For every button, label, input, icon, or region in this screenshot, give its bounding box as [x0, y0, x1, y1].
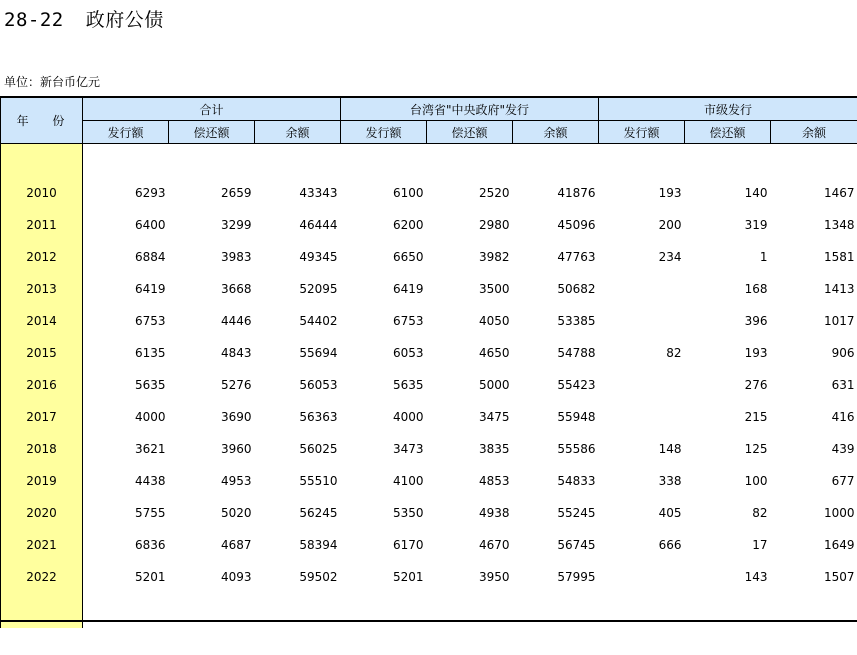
value-cell: 1581: [824, 250, 855, 264]
table-row: [1, 369, 857, 401]
bottom-rule: [0, 620, 857, 622]
year-cell: 2017: [1, 401, 83, 433]
value-cell: 3473: [392, 442, 424, 456]
value-cell: 6400: [134, 218, 166, 232]
value-cell: 234: [658, 250, 682, 264]
value-cell: 5635: [392, 378, 424, 392]
value-cell: 2659: [220, 186, 252, 200]
value-cell: 52095: [299, 282, 338, 296]
value-cell: 4050: [478, 314, 510, 328]
value-cell: 5635: [134, 378, 166, 392]
year-cell: 2011: [1, 209, 83, 241]
value-cell: 3950: [478, 570, 510, 584]
value-cell: 55948: [557, 410, 596, 424]
sub-header-issued: 发行额: [599, 121, 685, 144]
value-cell: 1000: [824, 506, 855, 520]
value-cell: 47763: [557, 250, 596, 264]
value-cell: 56363: [299, 410, 338, 424]
value-cell: 82: [666, 346, 682, 360]
value-cell: 46444: [299, 218, 338, 232]
value-cell: 3982: [478, 250, 510, 264]
value-cell: 41876: [557, 186, 596, 200]
year-cell: 2014: [1, 305, 83, 337]
value-cell: 6753: [134, 314, 166, 328]
year-cell-empty: [1, 144, 83, 178]
spacer-row: [1, 144, 857, 178]
value-cell: 4853: [478, 474, 510, 488]
value-cell: 5201: [134, 570, 166, 584]
year-cell: 2010: [1, 177, 83, 209]
table-row: [1, 465, 857, 497]
value-cell: 143: [744, 570, 768, 584]
value-cell: 5201: [392, 570, 424, 584]
value-cell: [599, 305, 685, 337]
value-cell: 55586: [557, 442, 596, 456]
table-row: [1, 337, 857, 369]
value-cell: 3621: [134, 442, 166, 456]
value-cell: [599, 273, 685, 305]
filler-row: [1, 593, 857, 628]
year-header: 年 份: [1, 97, 83, 144]
year-cell: 2018: [1, 433, 83, 465]
value-cell: 4000: [392, 410, 424, 424]
value-cell: 4000: [134, 410, 166, 424]
value-cell: 6053: [392, 346, 424, 360]
value-cell: 3960: [220, 442, 252, 456]
sub-header-issued: 发行额: [341, 121, 427, 144]
value-cell: 319: [744, 218, 768, 232]
value-cell: 6100: [392, 186, 424, 200]
table-row: [1, 401, 857, 433]
value-cell: 59502: [299, 570, 338, 584]
table-row: [1, 529, 857, 561]
value-cell: [599, 401, 685, 433]
value-cell: 5000: [478, 378, 510, 392]
value-cell: 1348: [824, 218, 855, 232]
year-cell: 2019: [1, 465, 83, 497]
year-cell: 2012: [1, 241, 83, 273]
value-cell: 3500: [478, 282, 510, 296]
sub-header-repaid: 偿还额: [685, 121, 771, 144]
sub-header-repaid: 偿还额: [427, 121, 513, 144]
value-cell: 56745: [557, 538, 596, 552]
value-cell: 6753: [392, 314, 424, 328]
sub-header-balance: 余额: [771, 121, 857, 144]
table-row: [1, 561, 857, 593]
value-cell: 54402: [299, 314, 338, 328]
sub-header-issued: 发行额: [83, 121, 169, 144]
value-cell: 906: [831, 346, 855, 360]
value-cell: 666: [658, 538, 682, 552]
value-cell: [599, 561, 685, 593]
value-cell: 50682: [557, 282, 596, 296]
year-cell: 2021: [1, 529, 83, 561]
value-cell: 405: [658, 506, 682, 520]
table-row: [1, 209, 857, 241]
value-cell: 5276: [220, 378, 252, 392]
value-cell: 6884: [134, 250, 166, 264]
year-cell: 2022: [1, 561, 83, 593]
value-cell: 4843: [220, 346, 252, 360]
table-row: [1, 241, 857, 273]
value-cell: 125: [744, 442, 768, 456]
table-title: 政府公债: [85, 9, 164, 31]
value-cell: 2520: [478, 186, 510, 200]
value-cell: 55694: [299, 346, 338, 360]
value-cell: 3835: [478, 442, 510, 456]
table-row: [1, 177, 857, 209]
value-cell: 57995: [557, 570, 596, 584]
value-cell: 148: [658, 442, 682, 456]
value-cell: 1: [759, 250, 768, 264]
value-cell: 2980: [478, 218, 510, 232]
value-cell: 4687: [220, 538, 252, 552]
value-cell: 55510: [299, 474, 338, 488]
table-row: [1, 305, 857, 337]
group-header-municipal: 市级发行: [599, 97, 857, 121]
value-cell: 54833: [557, 474, 596, 488]
value-cell: 140: [744, 186, 768, 200]
value-cell: 276: [744, 378, 768, 392]
table-row: [1, 433, 857, 465]
year-cell: 2016: [1, 369, 83, 401]
value-cell: 3299: [220, 218, 252, 232]
table-row: [1, 497, 857, 529]
value-cell: 49345: [299, 250, 338, 264]
value-cell: 1467: [824, 186, 855, 200]
value-cell: 6293: [134, 186, 166, 200]
value-cell: 6419: [392, 282, 424, 296]
value-cell: 6170: [392, 538, 424, 552]
value-cell: 4438: [134, 474, 166, 488]
value-cell: 3983: [220, 250, 252, 264]
value-cell: 416: [831, 410, 855, 424]
value-cell: 4100: [392, 474, 424, 488]
value-cell: 1649: [824, 538, 855, 552]
value-cell: 4670: [478, 538, 510, 552]
value-cell: 58394: [299, 538, 338, 552]
value-cell: 5020: [220, 506, 252, 520]
value-cell: 3690: [220, 410, 252, 424]
group-header-total: 合计: [83, 97, 341, 121]
value-cell: 53385: [557, 314, 596, 328]
year-cell: 2013: [1, 273, 83, 305]
value-cell: 396: [744, 314, 768, 328]
value-cell: 17: [752, 538, 768, 552]
value-cell: 4446: [220, 314, 252, 328]
value-cell: 43343: [299, 186, 338, 200]
table-number: 28-22: [4, 9, 64, 31]
value-cell: 4093: [220, 570, 252, 584]
table-row: [1, 273, 857, 305]
value-cell: 55245: [557, 506, 596, 520]
sub-header-balance: 余额: [513, 121, 599, 144]
value-cell: 55423: [557, 378, 596, 392]
page-title: [4, 5, 164, 32]
header-group-row: [1, 97, 857, 121]
year-cell: 2020: [1, 497, 83, 529]
value-cell: 6419: [134, 282, 166, 296]
value-cell: 1017: [824, 314, 855, 328]
value-cell: 193: [744, 346, 768, 360]
value-cell: 3475: [478, 410, 510, 424]
value-cell: 6200: [392, 218, 424, 232]
value-cell: [599, 369, 685, 401]
value-cell: 100: [744, 474, 768, 488]
unit-label: 单位：新台币亿元: [4, 75, 101, 89]
value-cell: 200: [658, 218, 682, 232]
value-cell: 677: [831, 474, 855, 488]
value-cell: 6836: [134, 538, 166, 552]
year-cell: 2015: [1, 337, 83, 369]
value-cell: 3668: [220, 282, 252, 296]
value-cell: 168: [744, 282, 768, 296]
value-cell: 1507: [824, 570, 855, 584]
value-cell: 338: [658, 474, 682, 488]
value-cell: 6650: [392, 250, 424, 264]
value-cell: 193: [658, 186, 682, 200]
value-cell: 56245: [299, 506, 338, 520]
value-cell: 631: [831, 378, 855, 392]
value-cell: 1413: [824, 282, 855, 296]
sub-header-repaid: 偿还额: [169, 121, 255, 144]
value-cell: 439: [831, 442, 855, 456]
value-cell: 5755: [134, 506, 166, 520]
value-cell: 45096: [557, 218, 596, 232]
value-cell: 54788: [557, 346, 596, 360]
value-cell: 56025: [299, 442, 338, 456]
value-cell: 4953: [220, 474, 252, 488]
group-header-central: 台湾省"中央政府"发行: [341, 97, 599, 121]
sub-header-balance: 余额: [255, 121, 341, 144]
data-table: [0, 96, 857, 628]
header-sub-row: [1, 121, 857, 144]
value-cell: 5350: [392, 506, 424, 520]
value-cell: 56053: [299, 378, 338, 392]
value-cell: 4650: [478, 346, 510, 360]
value-cell: 82: [752, 506, 768, 520]
value-cell: 215: [744, 410, 768, 424]
value-cell: 6135: [134, 346, 166, 360]
value-cell: 4938: [478, 506, 510, 520]
